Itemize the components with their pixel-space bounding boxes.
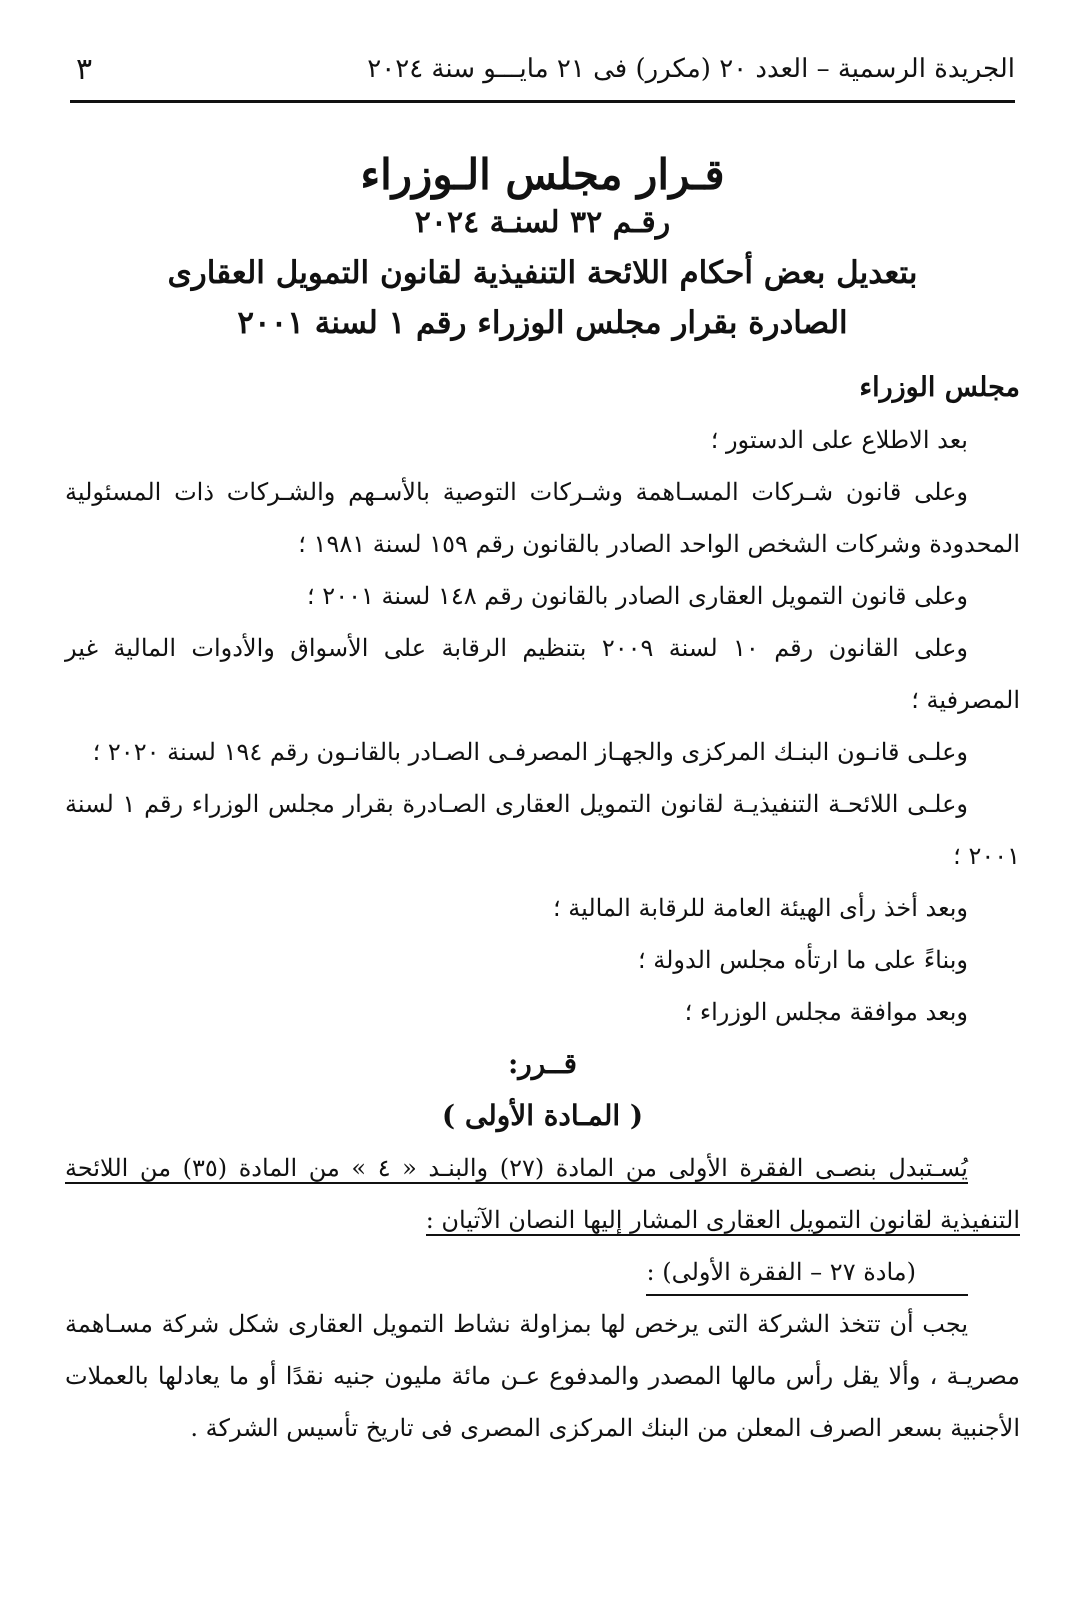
decree-body	[65, 362, 1020, 1454]
article-one-intro	[65, 1142, 1020, 1246]
page-number: ٣	[76, 51, 93, 87]
article-one-intro-text: يُسـتبدل بنصـى الفقرة الأولى من المادة (٢٧) والبنـد « ٤ » من المادة (٣٥) من اللائحة التنفيذية لقانون التمويل العقارى المشار إليها النصان الآتيان :	[65, 1154, 1020, 1234]
preamble-cabinet-approval: وبعد موافقة مجلس الوزراء ؛	[684, 998, 968, 1026]
decree-subject-line2: الصادرة بقرار مجلس الوزراء رقم ١ لسنة ٢٠٠١	[237, 305, 848, 341]
preamble-fra-opinion: وبعد أخذ رأى الهيئة العامة للرقابة المالية ؛	[552, 894, 968, 922]
article-27-text: يجب أن تتخذ الشركة التى يرخص لها بمزاولة نشاط التمويل العقارى شكل شركة مسـاهمة مصريـة ، وألا يقل رأس مالها المصدر والمدفوع عـن مائة مليون جنيه نقدًا أو ما يعادلها بالعملات الأجنبية بسعر الصرف المعلن من البنك المركزى المصرى فى تاريخ تأسيس الشركة .	[65, 1310, 1020, 1442]
decree-subject-line1: بتعديل بعض أحكام اللائحة التنفيذية لقانون التمويل العقارى	[167, 255, 918, 291]
article-27-heading-line	[65, 1246, 1020, 1298]
page-header	[70, 44, 1015, 94]
decree-number: رقـم ٣٢ لسنـة ٢٠٢٤	[414, 205, 671, 240]
decree-title: قـرار مجلس الـوزراء	[360, 150, 725, 199]
gazette-header-text: الجريدة الرسمية – العدد ٢٠ (مكرر) فى ٢١ مايـــو سنة ٢٠٢٤	[367, 54, 1015, 84]
preamble-mortgage-law: وعلى قانون التمويل العقارى الصادر بالقانون رقم ١٤٨ لسنة ٢٠٠١ ؛	[307, 582, 968, 610]
preamble-markets-law: وعلى القانون رقم ١٠ لسنة ٢٠٠٩ بتنظيم الرقابة على الأسواق والأدوات المالية غير المصرفية ؛	[65, 634, 1020, 714]
preamble-constitution: بعد الاطلاع على الدستور ؛	[710, 426, 968, 454]
preamble-central-bank-law: وعلـى قانـون البنـك المركزى والجهـاز المصرفـى الصـادر بالقانـون رقم ١٩٤ لسنة ٢٠٢٠ ؛	[92, 738, 968, 766]
preamble-executive-regulations: وعلـى اللائحـة التنفيذيـة لقانون التمويل العقارى الصـادرة بقرار مجلس الوزراء رقم ١ لسنة ٢٠٠١ ؛	[65, 790, 1020, 870]
preamble-companies-law: وعلى قانون شـركات المسـاهمة وشـركات التوصية بالأسـهم والشـركات ذات المسئولية المحدودة وشركات الشخص الواحد الصادر بالقانون رقم ١٥٩ لسنة ١٩٨١ ؛	[65, 478, 1020, 558]
article-one-title: ( المـادة الأولى )	[441, 1099, 644, 1132]
issuer-heading: مجلس الوزراء	[859, 372, 1020, 403]
header-rule	[70, 100, 1015, 103]
decree-heading: قــرر:	[507, 1047, 578, 1080]
preamble-state-council: وبناءً على ما ارتأه مجلس الدولة ؛	[637, 946, 968, 974]
article-27-heading: (مادة ٢٧ – الفقرة الأولى) :	[646, 1250, 968, 1296]
